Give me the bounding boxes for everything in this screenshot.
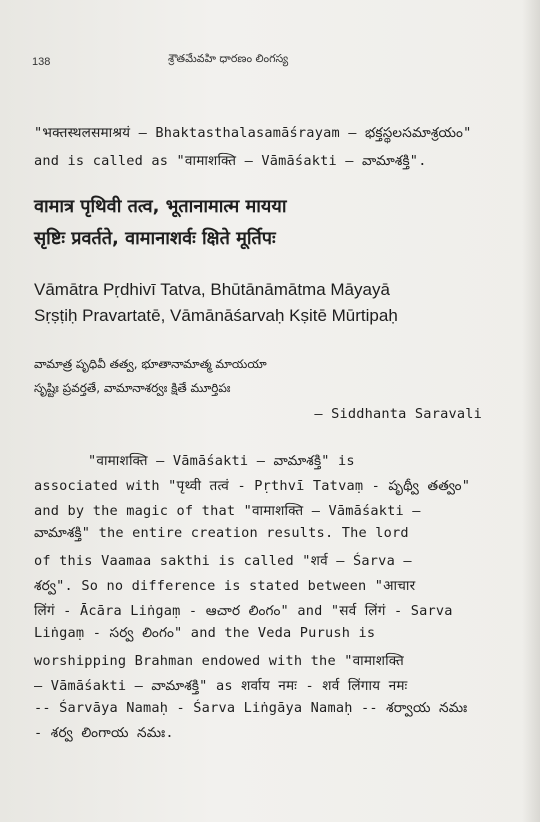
body-line: శర్వ". So no difference is stated between "आचार bbox=[34, 578, 416, 594]
intro-line-1: "भक्तस्थलसमाश्रयं – Bhaktasthalasamāśrayam – భక్తస్థలసమాశ్రయం" bbox=[34, 125, 472, 141]
verse-transliteration-line-1: Vāmātra Pṛdhivī Tatva, Bhūtānāmātma Māyayā bbox=[34, 280, 390, 299]
page-number: 138 bbox=[32, 56, 51, 68]
body-line: "वामाशक्ति – Vāmāśakti – వామాశక్తి" is bbox=[88, 453, 355, 469]
intro-line-2: and is called as "वामाशक्ति – Vāmāśakti – వామాశక్తి". bbox=[34, 153, 427, 169]
verse-devanagari-line-1: वामात्र पृथिवी तत्व, भूतानामात्म मायया bbox=[34, 196, 287, 217]
verse-devanagari-line-2: सृष्टिः प्रवर्तते, वामानाशर्वः क्षिते मूर्तिपः bbox=[34, 228, 276, 249]
body-line: -- Śarvāya Namaḥ - Śarva Liṅgāya Namaḥ -- శర్వాయ నమః bbox=[34, 700, 468, 716]
body-line: వామాశక్తి" the entire creation results. The lord bbox=[34, 525, 409, 541]
verse-telugu-line-2: సృష్టిః ప్రవర్తతే, వామానాశర్వః క్షితే మూర్తిపః bbox=[34, 381, 231, 395]
body-line: लिंगं - Ācāra Liṅgaṃ - ఆచార లింగం" and "सर्व लिंगं - Sarva bbox=[34, 603, 453, 619]
body-line: and by the magic of that "वामाशक्ति – Vāmāśakti – bbox=[34, 503, 421, 519]
body-line: – Vāmāśakti – వామాశక్తి" as शर्वाय नमः - शर्व लिंगाय नमः bbox=[34, 678, 408, 694]
running-head: శ్రౌతమేవహి ధారణం లింగస్య bbox=[168, 52, 289, 65]
body-line: associated with "पृथ्वी तत्वं - Pṛthvī Tatvaṃ - పృథ్వీ తత్వం" bbox=[34, 478, 471, 494]
verse-attribution: – Siddhanta Saravali bbox=[314, 406, 482, 422]
body-line: of this Vaamaa sakthi is called "शर्व – Śarva – bbox=[34, 553, 412, 569]
body-line: Liṅgaṃ - సర్వ లింగం" and the Veda Purush is bbox=[34, 625, 376, 641]
verse-transliteration-line-2: Sṛṣṭiḥ Pravartatē, Vāmānāśarvaḥ Kṣitē Mūrtipaḥ bbox=[34, 306, 398, 325]
page-edge-shadow bbox=[522, 0, 540, 822]
body-line: - శర్వ లింగాయ నమః. bbox=[34, 725, 174, 741]
body-line: worshipping Brahman endowed with the "वामाशक्ति bbox=[34, 653, 404, 669]
verse-telugu-line-1: వామాత్ర పృధివీ తత్వ, భూతానామాత్మ మాయయా bbox=[34, 357, 267, 371]
